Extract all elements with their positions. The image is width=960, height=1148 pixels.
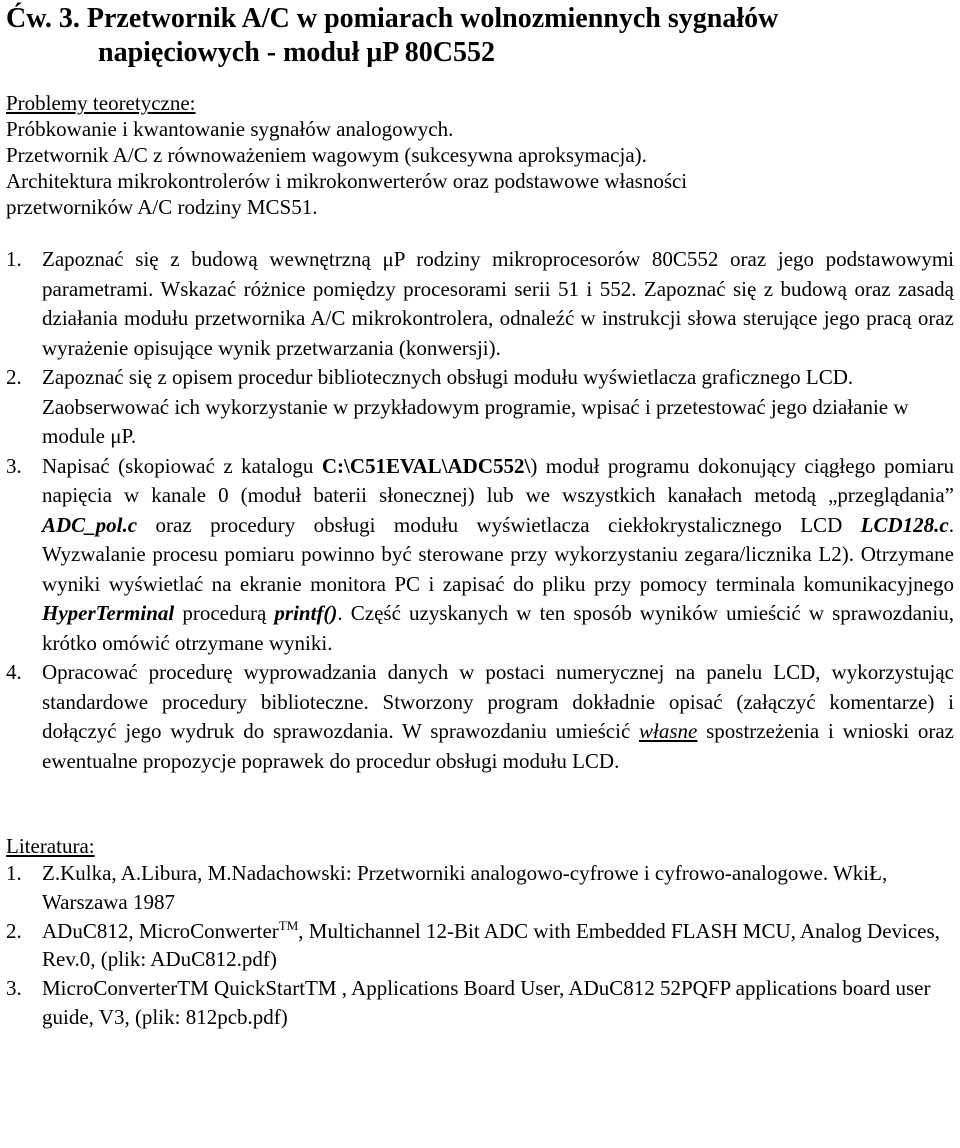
directory-path: C:\C51EVAL\ADC552\ <box>321 453 531 478</box>
task-text <box>42 658 954 776</box>
reference-number: 3. <box>6 976 22 1001</box>
task-text: Zapoznać się z opisem procedur bibliotecznych obsługi modułu wyświetlacza graficznego LCD. Zaobserwować ich wykorzystanie w przykładowym programie, wpisać i przetestować jego działanie w module μP. <box>42 365 909 448</box>
file-name-adc: ADC_pol.c <box>42 512 138 537</box>
document-page <box>0 2 960 1148</box>
trademark-superscript: TM <box>278 917 299 933</box>
theory-section <box>6 90 954 220</box>
theory-line: Próbkowanie i kwantowanie sygnałów analogowych. <box>6 117 454 141</box>
text-run: procedurą <box>174 601 275 625</box>
reference-item-3 <box>6 974 954 1032</box>
title-line-1: Ćw. 3. Przetwornik A/C w pomiarach wolnozmiennych sygnałów <box>6 3 779 34</box>
task-number: 3. <box>6 453 22 478</box>
theory-line: przetworników A/C rodziny MCS51. <box>6 195 318 219</box>
title-line-2: napięciowych - moduł μP 80C552 <box>98 37 496 68</box>
text-run: , Multichannel 12-Bit ADC with Embedded FLASH MCU, Analog Devices, Rev.0, (plik: ADuC812.pdf) <box>42 918 940 972</box>
task-item-3 <box>6 452 954 659</box>
text-run: ADuC812, MicroConwerter <box>42 918 279 943</box>
text-run: spostrzeżenia i wnioski oraz ewentualne propozycje poprawek do procedur obsługi modułu LCD. <box>42 719 954 773</box>
reference-text: Z.Kulka, A.Libura, M.Nadachowski: Przetworniki analogowo-cyfrowe i cyfrowo-analogowe. WkiŁ, Warszawa 1987 <box>42 861 888 914</box>
reference-text: MicroConverterTM QuickStartTM , Applications Board User, ADuC812 52PQFP applications board user guide, V3, (plik: 812pcb.pdf) <box>42 976 931 1029</box>
text-run: . Wyzwalanie procesu pomiaru powinno być sterowane przy wykorzystaniu zegara/licznika L2). Otrzymane wyniki wyświetlać na ekranie monitora PC i zapisać do pliku przy pomocy terminala komunikacyjnego <box>42 512 954 596</box>
reference-number: 2. <box>6 918 22 943</box>
text-run: . Część uzyskanych w ten sposób wyników umieścić w sprawozdaniu, krótko omówić otrzymane wyniki. <box>42 601 954 655</box>
reference-number: 1. <box>6 861 22 885</box>
text-run: Napisać (skopiować z katalogu <box>42 453 322 478</box>
literature-heading: Literatura: <box>6 834 95 858</box>
task-number: 2. <box>6 365 22 389</box>
emphasis-own: własne <box>639 719 698 743</box>
task-text: Zapoznać się z budową wewnętrzną μP rodziny mikroprocesorów 80C552 oraz jego podstawowymi parametrami. Wskazać różnice pomiędzy procesorami serii 51 i 552. Zapoznać się z budową oraz zasadą działania modułu przetwornika A/C mikrokontrolera, odnaleźć w instrukcji słowa sterujące jego pracą oraz wyrażenie opisujące wynik przetwarzania (konwersji). <box>42 247 954 360</box>
theory-heading: Problemy teoretyczne: <box>6 91 196 115</box>
task-text <box>42 452 954 659</box>
task-list <box>6 245 954 776</box>
literature-section <box>6 833 954 1032</box>
reference-item-1 <box>6 859 954 917</box>
exercise-title <box>6 2 954 70</box>
task-item-1 <box>6 245 954 363</box>
task-item-4 <box>6 658 954 776</box>
theory-line: Architektura mikrokontrolerów i mikrokonwerterów oraz podstawowe własności <box>6 169 688 193</box>
task-item-2 <box>6 363 954 452</box>
reference-item-2 <box>6 917 954 975</box>
task-number: 1. <box>6 247 22 271</box>
task-number: 4. <box>6 660 22 684</box>
text-run: Opracować procedurę wyprowadzania danych w postaci numerycznej na panelu LCD, wykorzystując standardowe procedury biblioteczne. Stworzony program dokładnie opisać (załączyć komentarze) i dołączyć jego wydruk do sprawozdania. W sprawozdaniu umieścić <box>42 660 954 743</box>
terminal-name: HyperTerminal <box>42 601 175 625</box>
reference-text <box>42 917 954 975</box>
file-name-lcd: LCD128.c <box>860 512 949 537</box>
text-run: ) moduł programu dokonujący ciągłego pomiaru napięcia w kanale 0 (moduł baterii słonecznej) lub we wszystkich kanałach metodą „przeglądania” <box>42 453 954 507</box>
function-name: printf() <box>274 601 338 625</box>
text-run: oraz procedury obsługi modułu wyświetlacza ciekłokrystalicznego LCD <box>137 512 861 537</box>
theory-line: Przetwornik A/C z równoważeniem wagowym (sukcesywna aproksymacja). <box>6 143 647 167</box>
